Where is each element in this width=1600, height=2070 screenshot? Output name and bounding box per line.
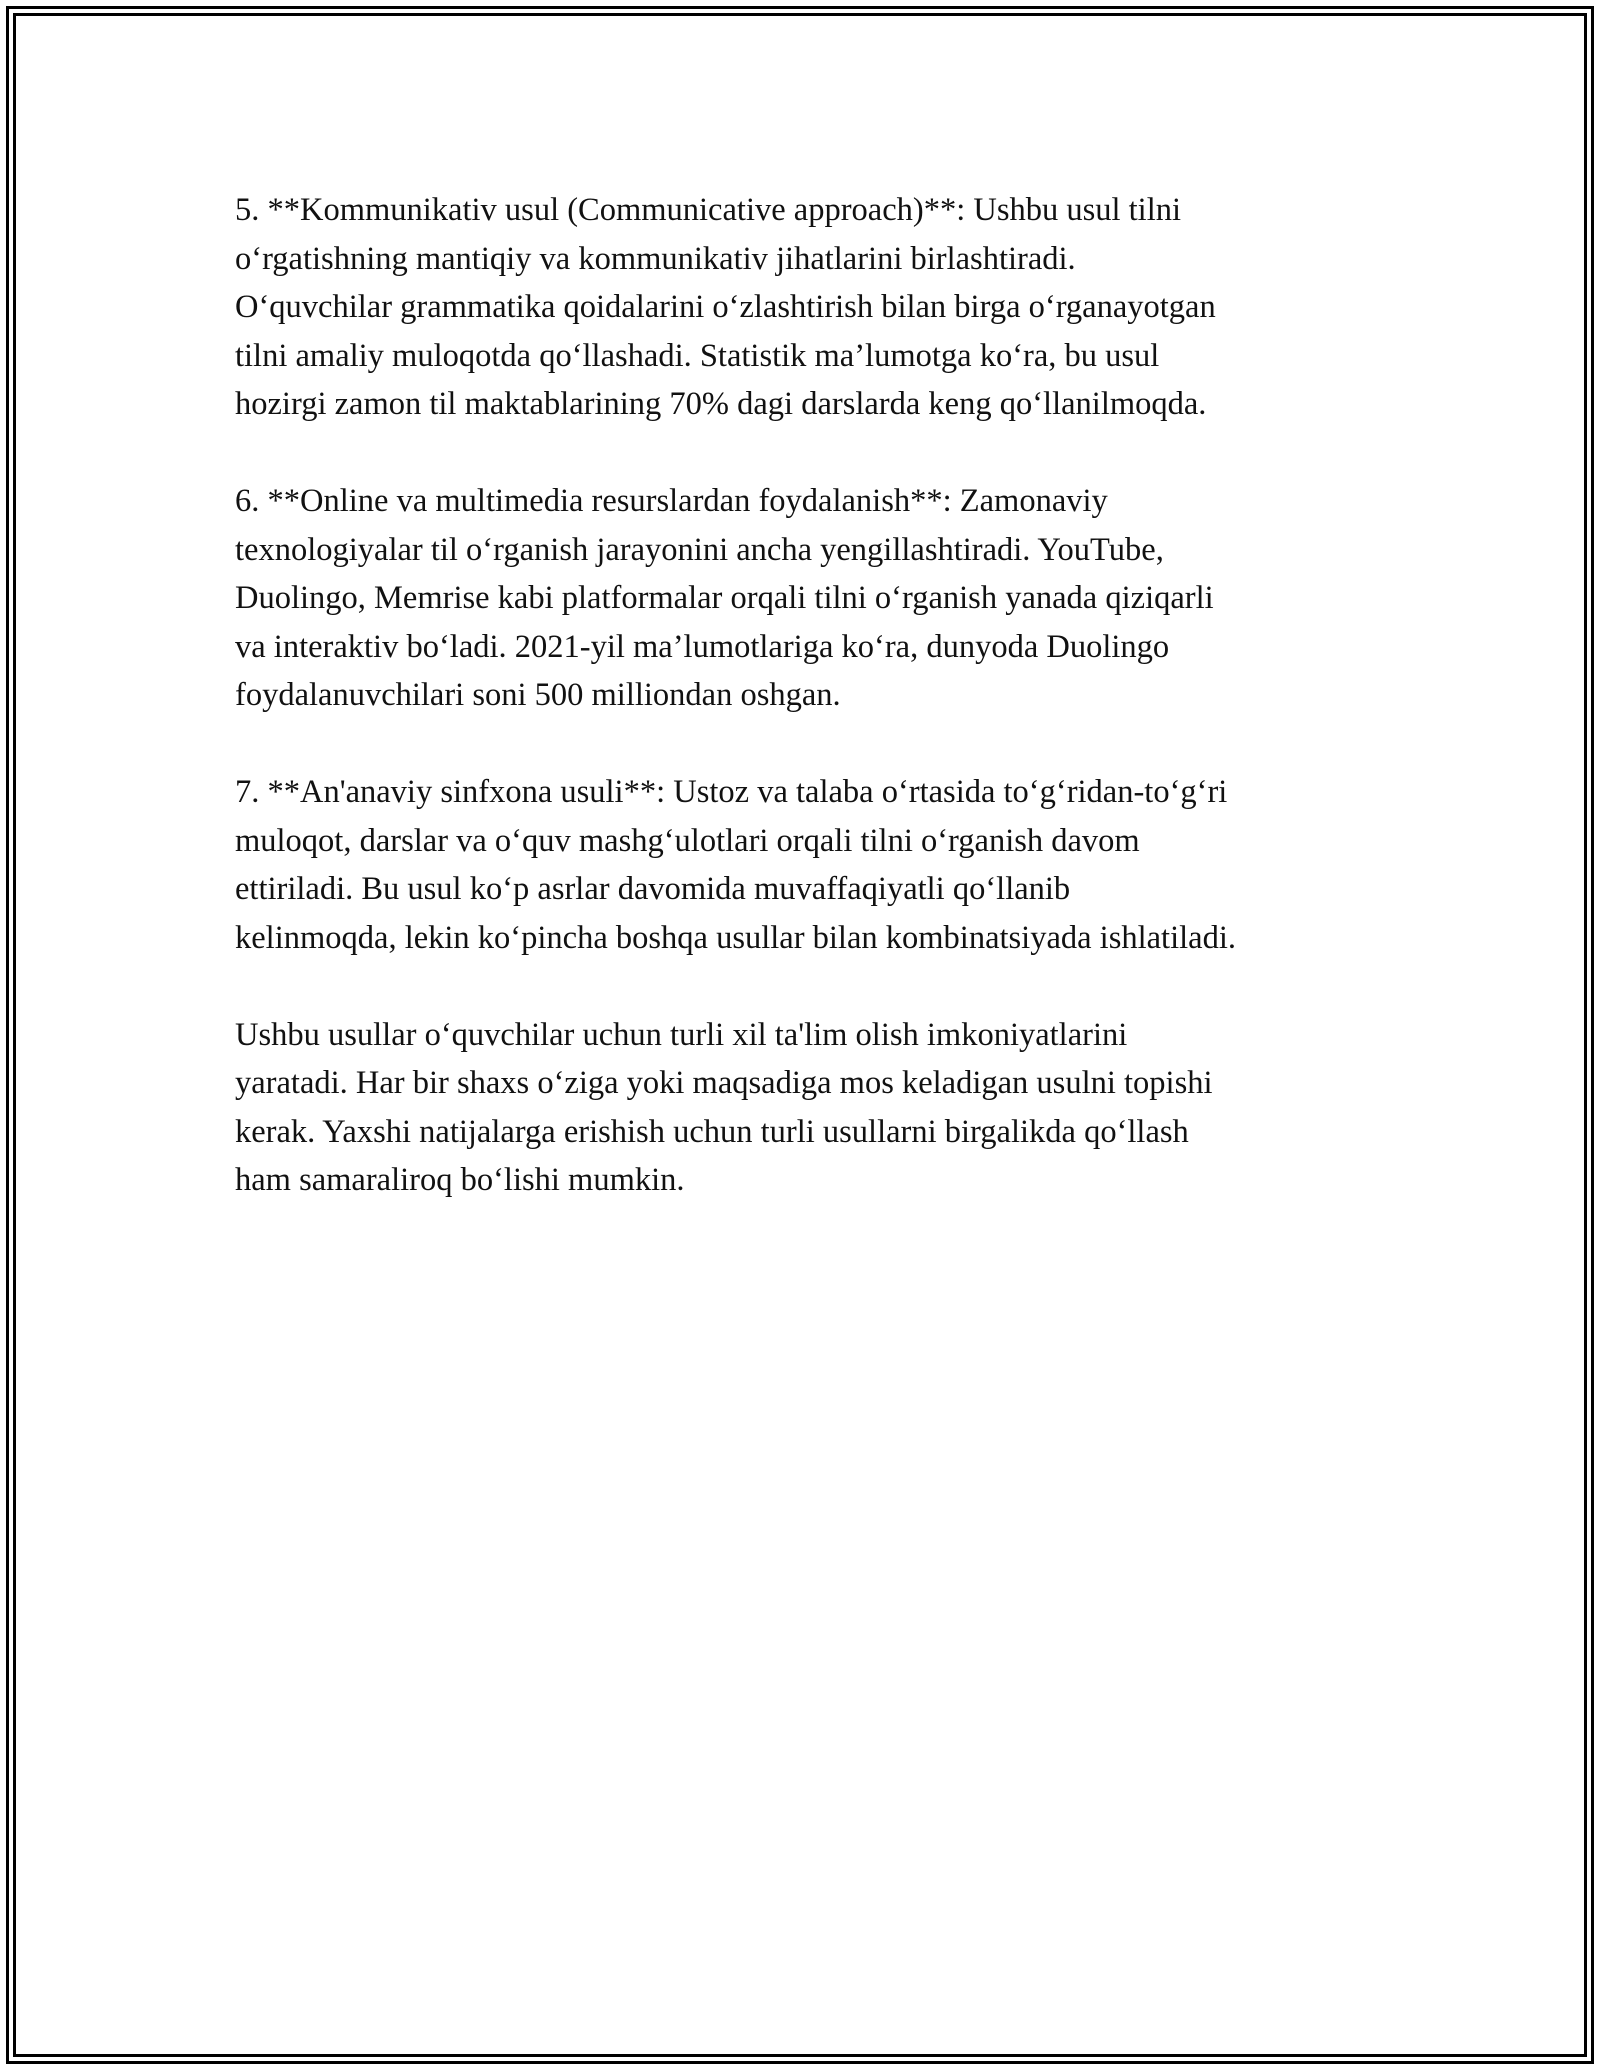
text-line: texnologiyalar til o‘rganish jarayonini ancha yengillashtiradi. YouTube, [235,531,1164,568]
paragraph-online-multimedia [235,477,1375,720]
text-line: 5. **Kommunikativ usul (Communicative approach)**: Ushbu usul tilni [235,192,1182,228]
text-line: Ushbu usullar o‘quvchilar uchun turli xil ta'lim olish imkoniyatlarini [235,1016,1128,1053]
text-line: O‘quvchilar grammatika qoidalarini o‘zlashtirish bilan birga o‘rganayotgan [235,289,1216,325]
text-line: kelinmoqda, lekin ko‘pincha boshqa usullar bilan kombinatsiyada ishlatiladi. [235,919,1236,956]
text-line: 7. **An'anaviy sinfxona usuli**: Ustoz va talaba o‘rtasida to‘g‘ridan-to‘g‘ri [235,774,1228,810]
text-line: foydalanuvchilari soni 500 milliondan oshgan. [235,677,841,713]
text-line: va interaktiv bo‘ladi. 2021-yil ma’lumotlariga ko‘ra, dunyoda Duolingo [235,628,1170,665]
text-line: ham samaraliroq bo‘lishi mumkin. [235,1162,685,1198]
text-line: muloqot, darslar va o‘quv mashg‘ulotlari orqali tilni o‘rganish davom [235,822,1140,859]
text-line: Duolingo, Memrise kabi platformalar orqali tilni o‘rganish yanada qiziqarli [235,580,1214,616]
paragraph-communicative-approach [235,186,1375,429]
text-line: o‘rgatishning mantiqiy va kommunikativ jihatlarini birlashtiradi. [235,240,1076,277]
text-line: hozirgi zamon til maktablarining 70% dagi darslarda keng qo‘llanilmoqda. [235,386,1207,422]
text-line: ettiriladi. Bu usul ko‘p asrlar davomida muvaffaqiyatli qo‘llanib [235,871,1071,907]
paragraph-conclusion [235,1011,1375,1205]
text-line: 6. **Online va multimedia resurslardan foydalanish**: Zamonaviy [235,483,1108,519]
document-body [235,186,1375,1253]
text-line: yaratadi. Har bir shaxs o‘ziga yoki maqsadiga mos keladigan usulni topishi [235,1065,1213,1101]
paragraph-traditional-classroom [235,768,1375,962]
text-line: tilni amaliy muloqotda qo‘llashadi. Statistik ma’lumotga ko‘ra, bu usul [235,337,1160,374]
text-line: kerak. Yaxshi natijalarga erishish uchun turli usullarni birgalikda qo‘llash [235,1113,1189,1150]
